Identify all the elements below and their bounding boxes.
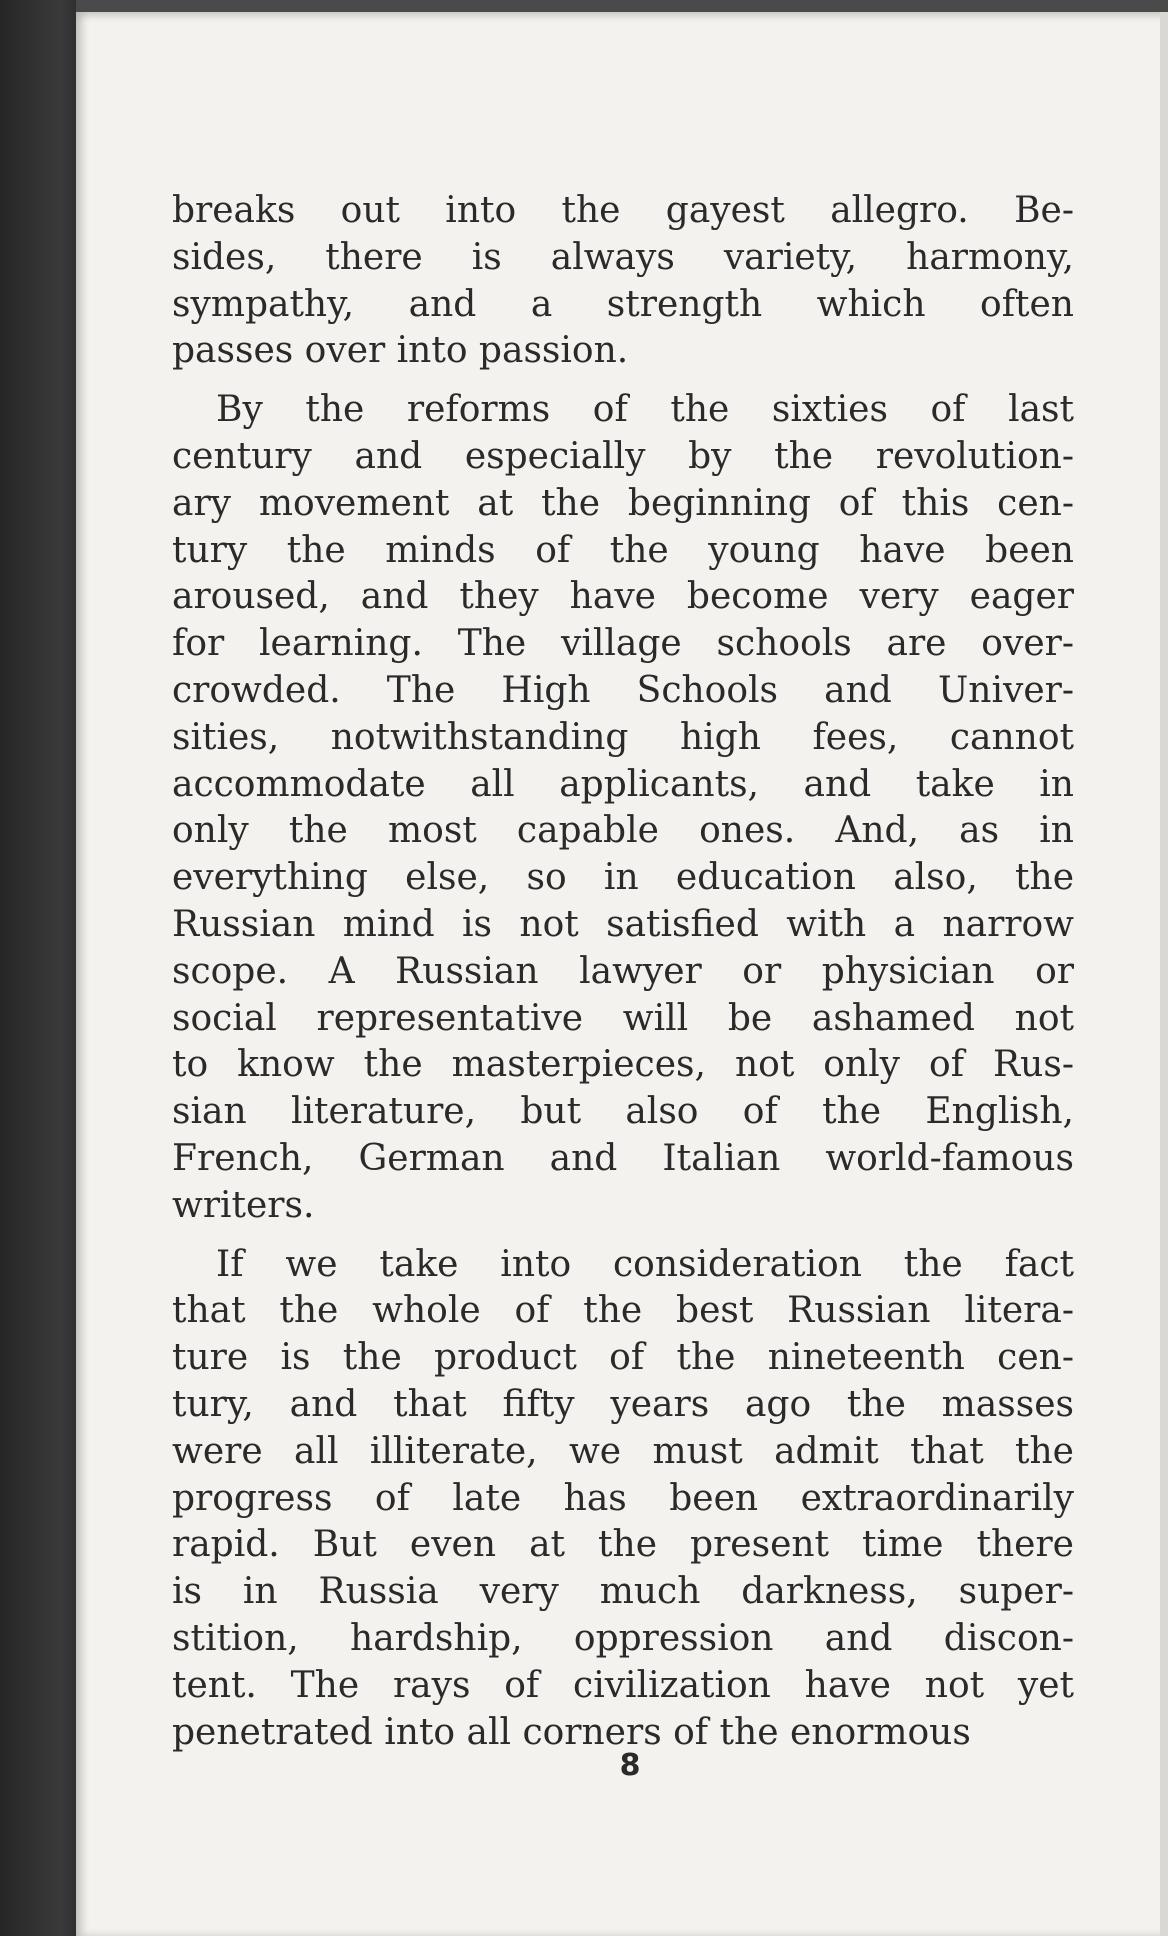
text-line: French, German and Italian world-famous: [172, 1137, 1074, 1179]
text-line: social representative will be ashamed not: [172, 997, 1074, 1039]
text-line: ary movement at the beginning of this cen-: [172, 482, 1074, 524]
text-line: accommodate all applicants, and take in: [172, 763, 1074, 805]
text-line: only the most capable ones. And, as in: [172, 810, 1074, 852]
text-line: were all illiterate, we must admit that the: [172, 1430, 1074, 1472]
paragraph: [172, 1242, 1074, 1757]
text-line: sides, there is always variety, harmony,: [172, 236, 1074, 278]
text-line: sympathy, and a strength which often: [172, 283, 1074, 325]
text-line: for learning. The village schools are over-: [172, 623, 1074, 665]
paragraph: [172, 188, 1074, 375]
text-line: century and especially by the revolution-: [172, 435, 1074, 477]
text-line: writers.: [172, 1184, 315, 1226]
text-line: By the reforms of the sixties of last: [216, 389, 1074, 431]
text-line: ture is the product of the nineteenth cen-: [172, 1337, 1074, 1379]
text-line: If we take into consideration the fact: [216, 1243, 1074, 1285]
scan-top-edge: [76, 0, 1168, 12]
text-line: scope. A Russian lawyer or physician or: [172, 950, 1074, 992]
text-line: is in Russia very much darkness, super-: [172, 1571, 1074, 1613]
text-line: aroused, and they have become very eager: [172, 576, 1074, 618]
text-line: stition, hardship, oppression and discon-: [172, 1617, 1074, 1659]
paragraph-gap: [172, 375, 1074, 387]
body-text: [172, 188, 1074, 1756]
text-line: to know the masterpieces, not only of Rus-: [172, 1044, 1074, 1086]
text-line: tury, and that fifty years ago the masses: [172, 1383, 1074, 1425]
text-line: passes over into passion.: [172, 330, 629, 372]
text-line: sities, notwithstanding high fees, cannot: [172, 716, 1074, 758]
page-number: 8: [619, 1748, 641, 1783]
paragraph-gap: [172, 1230, 1074, 1242]
text-line: Russian mind is not satisfied with a narrow: [172, 903, 1074, 945]
text-line: rapid. But even at the present time there: [172, 1524, 1074, 1566]
text-line: progress of late has been extraordinarily: [172, 1477, 1074, 1519]
text-line: sian literature, but also of the English,: [172, 1091, 1074, 1133]
text-line: breaks out into the gayest allegro. Be-: [172, 190, 1074, 231]
text-line: penetrated into all corners of the enormous: [172, 1711, 971, 1753]
page-right-edge: [1160, 12, 1168, 1936]
text-line: tury the minds of the young have been: [172, 529, 1074, 571]
text-line: that the whole of the best Russian litera-: [172, 1290, 1074, 1332]
text-line: everything else, so in education also, the: [172, 857, 1074, 899]
paragraph: [172, 387, 1074, 1229]
text-line: crowded. The High Schools and Univer-: [172, 669, 1074, 711]
text-line: tent. The rays of civilization have not yet: [172, 1664, 1074, 1706]
